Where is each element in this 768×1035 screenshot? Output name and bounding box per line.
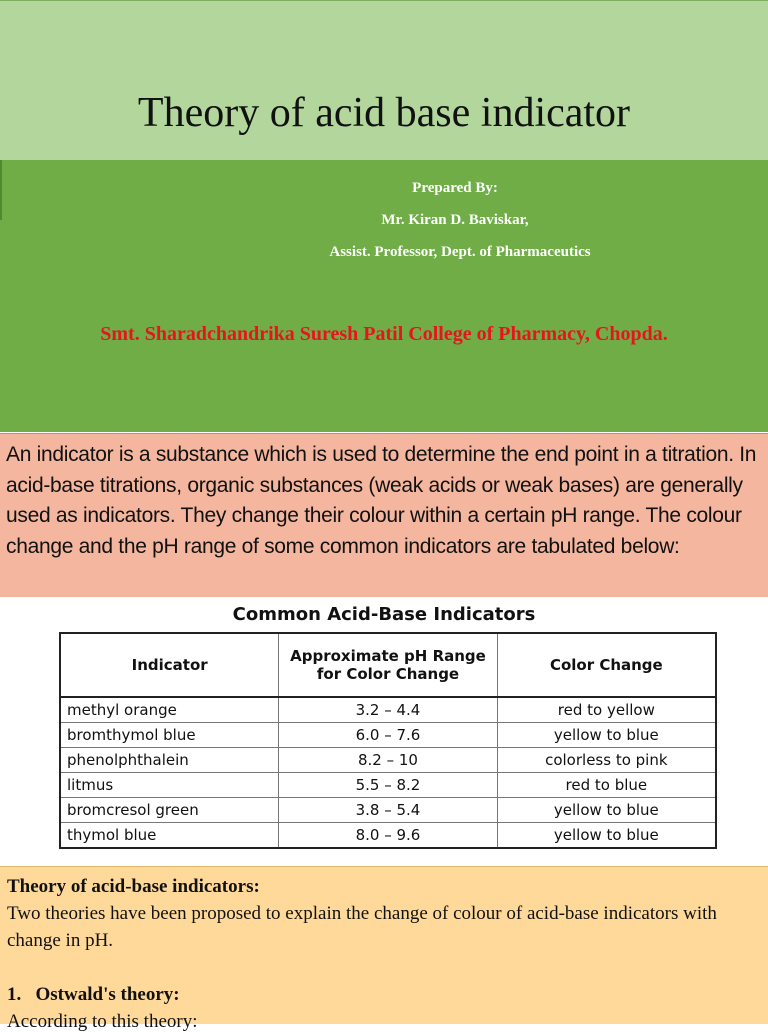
theory-item-1-text: According to this theory: (7, 1011, 198, 1032)
table-row (60, 823, 716, 849)
item-title: Ostwald's theory: (35, 984, 180, 1005)
cell-ph-range: 8.2 – 10 (279, 748, 497, 773)
cell-color-change: red to yellow (497, 697, 716, 723)
author-designation: Assist. Professor, Dept. of Pharmaceutics (329, 244, 591, 260)
cell-color-change: colorless to pink (497, 748, 716, 773)
indicator-table (59, 632, 717, 849)
cell-indicator: thymol blue (60, 823, 279, 849)
theory-box (0, 866, 768, 1032)
theory-heading: Theory of acid-base indicators: (7, 876, 260, 897)
theory-item-1 (7, 981, 761, 1008)
table-row (60, 748, 716, 773)
cell-ph-range: 3.8 – 5.4 (279, 798, 497, 823)
cell-ph-range: 6.0 – 7.6 (279, 723, 497, 748)
table-header-row (60, 633, 716, 697)
table-row (60, 723, 716, 748)
header-indicator: Indicator (60, 633, 279, 697)
spacer (7, 954, 761, 981)
table-title: Common Acid-Base Indicators (232, 604, 536, 625)
indicator-table-area (0, 598, 768, 866)
header-ph-range: Approximate pH Range for Color Change (279, 633, 497, 697)
cell-indicator: litmus (60, 773, 279, 798)
cell-ph-range: 5.5 – 8.2 (279, 773, 497, 798)
cell-indicator: methyl orange (60, 697, 279, 723)
author-band (0, 160, 768, 432)
table-row (60, 697, 716, 723)
table-row (60, 798, 716, 823)
page-title: Theory of acid base indicator (137, 90, 631, 136)
table-row (60, 773, 716, 798)
header-color-change: Color Change (497, 633, 716, 697)
band-edge-accent (0, 160, 2, 220)
cell-ph-range: 8.0 – 9.6 (279, 823, 497, 849)
item-number: 1. (7, 984, 22, 1005)
intro-text: An indicator is a substance which is used to determine the end point in a titration. In acid-base titrations, organic substances (weak acids or weak bases) are generally used as indicators. They change their colour within a certain pH range. The colour change and the pH range of some common indicators are tabulated below: (6, 443, 757, 558)
cell-indicator: bromthymol blue (60, 723, 279, 748)
cell-color-change: yellow to blue (497, 798, 716, 823)
intro-box (0, 433, 768, 597)
cell-color-change: red to blue (497, 773, 716, 798)
cell-indicator: bromcresol green (60, 798, 279, 823)
theory-text: Two theories have been proposed to explain the change of colour of acid-base indicators with change in pH. (7, 903, 717, 951)
cell-color-change: yellow to blue (497, 823, 716, 849)
college-name: Smt. Sharadchandrika Suresh Patil College of Pharmacy, Chopda. (100, 323, 668, 345)
cell-color-change: yellow to blue (497, 723, 716, 748)
cell-ph-range: 3.2 – 4.4 (279, 697, 497, 723)
prepared-by-label: Prepared By: (412, 180, 498, 196)
title-band (0, 0, 768, 160)
cell-indicator: phenolphthalein (60, 748, 279, 773)
author-name: Mr. Kiran D. Baviskar, (381, 212, 529, 228)
